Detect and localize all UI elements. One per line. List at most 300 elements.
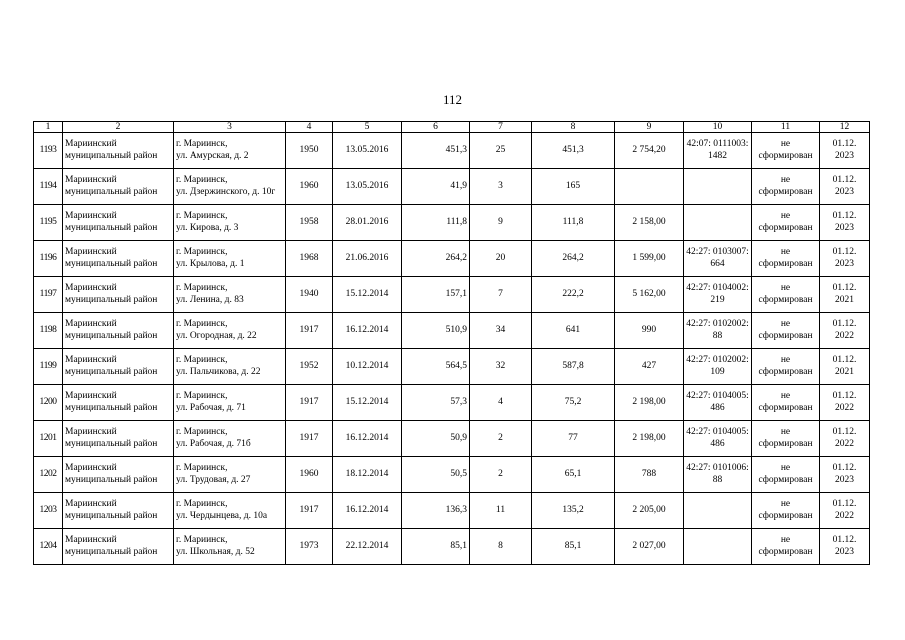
table-row: [34, 313, 870, 349]
row-number-cell: [34, 169, 63, 205]
cadastral-number-text: 42:27: 0104005:486: [686, 427, 749, 449]
address-text: г. Мариинск,: [176, 139, 228, 149]
count-cell: [470, 457, 532, 493]
area-text: 264,2: [445, 252, 467, 263]
district-text: Мариинский муниципальный район: [65, 175, 158, 197]
date-text: 13.05.2016: [345, 144, 389, 155]
status-cell: [752, 313, 820, 349]
column-number: 8: [532, 122, 615, 133]
date-cell: [333, 205, 402, 241]
status-cell: [752, 169, 820, 205]
address-text: ул. Рабочая, д. 71: [176, 402, 246, 413]
address-cell: [174, 169, 286, 205]
address-cell: [174, 133, 286, 169]
district-cell: [63, 529, 174, 565]
status-cell: [752, 277, 820, 313]
column-number: 6: [402, 122, 470, 133]
area-text: 564,5: [445, 360, 467, 371]
build-year-cell: [286, 493, 333, 529]
area-cell: [402, 529, 470, 565]
cost-cell: [615, 241, 684, 277]
address-cell: [174, 493, 286, 529]
cost-cell: [615, 205, 684, 241]
cadastral-number-cell: [684, 493, 752, 529]
address-text: ул. Трудовая, д. 27: [176, 474, 251, 485]
area-text: 85,1: [450, 540, 467, 551]
district-text: Мариинский муниципальный район: [65, 427, 158, 449]
build-year-text: 1960: [299, 468, 319, 479]
count-text: 20: [495, 252, 506, 263]
district-cell: [63, 493, 174, 529]
count-text: 8: [498, 540, 503, 551]
table-row: [34, 385, 870, 421]
address-text: г. Мариинск,: [176, 499, 228, 509]
total-area-text: 85,1: [564, 540, 582, 551]
district-cell: [63, 241, 174, 277]
cadastral-number-text: 42:27: 0104005:486: [686, 391, 749, 413]
total-area-text: 77: [568, 432, 578, 443]
table-row: [34, 421, 870, 457]
cadastral-number-cell: [684, 421, 752, 457]
total-area-cell: [532, 169, 615, 205]
total-area-text: 165: [565, 180, 581, 191]
status-text: не сформирован: [758, 535, 813, 557]
cost-cell: [615, 385, 684, 421]
row-number-cell: [34, 313, 63, 349]
row-number-text: 1197: [39, 288, 57, 299]
deadline-text: 01.12. 2021: [832, 283, 857, 305]
deadline-text: 01.12. 2023: [832, 247, 857, 269]
total-area-cell: [532, 241, 615, 277]
total-area-cell: [532, 277, 615, 313]
district-cell: [63, 133, 174, 169]
status-cell: [752, 421, 820, 457]
status-text: не сформирован: [758, 211, 813, 233]
total-area-cell: [532, 133, 615, 169]
status-text: не сформирован: [758, 391, 813, 413]
column-number: 3: [174, 122, 286, 133]
cadastral-number-text: 42:27: 0102002:109: [686, 355, 749, 377]
address-cell: [174, 385, 286, 421]
cost-text: 2 198,00: [632, 396, 666, 407]
area-text: 157,1: [445, 288, 467, 299]
row-number-text: 1201: [39, 432, 57, 443]
address-text: ул. Дзержинского, д. 10г: [176, 186, 276, 197]
cost-text: 2 754,20: [632, 144, 666, 155]
total-area-text: 65,1: [564, 468, 582, 479]
address-text: г. Мариинск,: [176, 535, 228, 545]
cadastral-number-text: 42:27: 0102002:88: [686, 319, 749, 341]
row-number-cell: [34, 349, 63, 385]
date-cell: [333, 349, 402, 385]
date-text: 15.12.2014: [345, 288, 389, 299]
district-cell: [63, 349, 174, 385]
address-text: ул. Чердынцева, д. 10а: [176, 510, 268, 521]
address-text: ул. Ленина, д. 83: [176, 294, 244, 305]
count-cell: [470, 493, 532, 529]
address-text: г. Мариинск,: [176, 211, 228, 221]
count-text: 11: [495, 504, 506, 515]
build-year-cell: [286, 529, 333, 565]
housing-registry-table: [33, 121, 870, 565]
address-text: ул. Амурская, д. 2: [176, 150, 249, 161]
status-text: не сформирован: [758, 175, 813, 197]
build-year-cell: [286, 313, 333, 349]
table-row: [34, 169, 870, 205]
date-text: 22.12.2014: [345, 540, 389, 551]
total-area-text: 135,2: [562, 504, 584, 515]
status-cell: [752, 457, 820, 493]
status-cell: [752, 529, 820, 565]
total-area-text: 75,2: [564, 396, 582, 407]
build-year-text: 1917: [299, 504, 319, 515]
district-text: Мариинский муниципальный район: [65, 283, 158, 305]
district-text: Мариинский муниципальный район: [65, 139, 158, 161]
address-text: г. Мариинск,: [176, 247, 228, 257]
count-cell: [470, 277, 532, 313]
count-text: 3: [498, 180, 503, 191]
district-text: Мариинский муниципальный район: [65, 319, 158, 341]
cost-text: 2 198,00: [632, 432, 666, 443]
total-area-cell: [532, 493, 615, 529]
build-year-cell: [286, 457, 333, 493]
count-cell: [470, 169, 532, 205]
build-year-text: 1917: [299, 324, 319, 335]
date-cell: [333, 313, 402, 349]
page-number: 112: [442, 92, 463, 107]
cost-text: 2 205,00: [632, 504, 666, 515]
status-cell: [752, 493, 820, 529]
district-text: Мариинский муниципальный район: [65, 499, 158, 521]
cadastral-number-cell: [684, 529, 752, 565]
cost-text: 990: [641, 324, 657, 335]
deadline-cell: [820, 349, 870, 385]
column-number: 5: [333, 122, 402, 133]
area-cell: [402, 133, 470, 169]
address-text: г. Мариинск,: [176, 175, 228, 185]
column-number: 12: [820, 122, 870, 133]
total-area-cell: [532, 313, 615, 349]
cost-text: 1 599,00: [632, 252, 666, 263]
cost-cell: [615, 457, 684, 493]
build-year-text: 1973: [299, 540, 319, 551]
build-year-cell: [286, 349, 333, 385]
cadastral-number-text: 42:27: 0103007:664: [686, 247, 749, 269]
date-cell: [333, 385, 402, 421]
address-text: ул. Кирова, д. 3: [176, 222, 239, 233]
address-text: ул. Огородная, д. 22: [176, 330, 257, 341]
deadline-cell: [820, 133, 870, 169]
area-text: 451,3: [445, 144, 467, 155]
date-text: 28.01.2016: [345, 216, 389, 227]
address-text: г. Мариинск,: [176, 355, 228, 365]
area-text: 50,5: [450, 468, 467, 479]
count-text: 2: [498, 432, 503, 443]
table-row: [34, 133, 870, 169]
date-cell: [333, 457, 402, 493]
address-cell: [174, 457, 286, 493]
total-area-cell: [532, 457, 615, 493]
row-number-text: 1193: [39, 144, 57, 155]
area-text: 50,9: [450, 432, 467, 443]
total-area-text: 587,8: [562, 360, 584, 371]
cost-cell: [615, 529, 684, 565]
build-year-cell: [286, 241, 333, 277]
row-number-cell: [34, 241, 63, 277]
cadastral-number-text: 42:27: 0104002:219: [686, 283, 749, 305]
column-number: 7: [470, 122, 532, 133]
cost-text: 427: [641, 360, 657, 371]
address-text: ул. Рабочая, д. 71б: [176, 438, 251, 449]
total-area-cell: [532, 385, 615, 421]
build-year-text: 1958: [299, 216, 319, 227]
column-number: 10: [684, 122, 752, 133]
cadastral-number-cell: [684, 205, 752, 241]
deadline-cell: [820, 529, 870, 565]
date-cell: [333, 493, 402, 529]
area-cell: [402, 421, 470, 457]
total-area-cell: [532, 349, 615, 385]
cost-cell: [615, 493, 684, 529]
total-area-text: 641: [565, 324, 581, 335]
row-number-cell: [34, 277, 63, 313]
cadastral-number-cell: [684, 241, 752, 277]
table-row: [34, 241, 870, 277]
address-cell: [174, 529, 286, 565]
build-year-text: 1960: [299, 180, 319, 191]
status-text: не сформирован: [758, 283, 813, 305]
build-year-text: 1940: [299, 288, 319, 299]
status-text: не сформирован: [758, 247, 813, 269]
cadastral-number-cell: [684, 457, 752, 493]
date-text: 10.12.2014: [345, 360, 389, 371]
district-cell: [63, 385, 174, 421]
date-cell: [333, 169, 402, 205]
deadline-text: 01.12. 2023: [832, 175, 857, 197]
row-number-text: 1199: [39, 360, 57, 371]
status-text: не сформирован: [758, 463, 813, 485]
deadline-cell: [820, 241, 870, 277]
deadline-text: 01.12. 2021: [832, 355, 857, 377]
cadastral-number-cell: [684, 133, 752, 169]
district-text: Мариинский муниципальный район: [65, 355, 158, 377]
deadline-cell: [820, 493, 870, 529]
total-area-cell: [532, 205, 615, 241]
table-body: [34, 122, 870, 565]
deadline-text: 01.12. 2023: [832, 463, 857, 485]
build-year-text: 1917: [299, 432, 319, 443]
row-number-cell: [34, 385, 63, 421]
count-cell: [470, 421, 532, 457]
total-area-cell: [532, 529, 615, 565]
cost-cell: [615, 133, 684, 169]
date-text: 18.12.2014: [345, 468, 389, 479]
table-row: [34, 493, 870, 529]
total-area-cell: [532, 421, 615, 457]
deadline-cell: [820, 457, 870, 493]
status-cell: [752, 349, 820, 385]
column-number: 4: [286, 122, 333, 133]
build-year-text: 1917: [299, 396, 319, 407]
row-number-cell: [34, 493, 63, 529]
status-text: не сформирован: [758, 499, 813, 521]
area-text: 111,8: [446, 216, 467, 227]
row-number-cell: [34, 421, 63, 457]
build-year-text: 1968: [299, 252, 319, 263]
table-row: [34, 529, 870, 565]
build-year-cell: [286, 169, 333, 205]
district-cell: [63, 421, 174, 457]
cost-cell: [615, 277, 684, 313]
table-row: [34, 457, 870, 493]
total-area-text: 222,2: [562, 288, 584, 299]
cadastral-number-text: 42:07: 0111003:1482: [686, 139, 749, 161]
row-number-text: 1194: [39, 180, 57, 191]
deadline-text: 01.12. 2022: [832, 499, 857, 521]
date-text: 15.12.2014: [345, 396, 389, 407]
deadline-text: 01.12. 2022: [832, 427, 857, 449]
row-number-text: 1195: [39, 216, 57, 227]
count-cell: [470, 205, 532, 241]
district-text: Мариинский муниципальный район: [65, 391, 158, 413]
area-cell: [402, 313, 470, 349]
address-cell: [174, 205, 286, 241]
column-number: 1: [34, 122, 63, 133]
row-number-cell: [34, 205, 63, 241]
deadline-cell: [820, 277, 870, 313]
build-year-text: 1950: [299, 144, 319, 155]
cost-text: 2 158,00: [632, 216, 666, 227]
address-text: г. Мариинск,: [176, 319, 228, 329]
table-row: [34, 349, 870, 385]
area-cell: [402, 277, 470, 313]
status-text: не сформирован: [758, 427, 813, 449]
row-number-text: 1202: [39, 468, 57, 479]
deadline-cell: [820, 385, 870, 421]
deadline-cell: [820, 205, 870, 241]
count-text: 32: [495, 360, 506, 371]
address-cell: [174, 277, 286, 313]
cost-text: 788: [641, 468, 657, 479]
build-year-cell: [286, 133, 333, 169]
column-number: 9: [615, 122, 684, 133]
status-text: не сформирован: [758, 139, 813, 161]
district-text: Мариинский муниципальный район: [65, 463, 158, 485]
address-text: г. Мариинск,: [176, 463, 228, 473]
build-year-cell: [286, 277, 333, 313]
build-year-text: 1952: [299, 360, 319, 371]
count-text: 2: [498, 468, 503, 479]
status-cell: [752, 385, 820, 421]
cadastral-number-cell: [684, 169, 752, 205]
cadastral-number-cell: [684, 385, 752, 421]
build-year-cell: [286, 205, 333, 241]
deadline-text: 01.12. 2022: [832, 391, 857, 413]
address-text: г. Мариинск,: [176, 391, 228, 401]
date-text: 21.06.2016: [345, 252, 389, 263]
row-number-cell: [34, 133, 63, 169]
column-number: 11: [752, 122, 820, 133]
date-cell: [333, 421, 402, 457]
date-text: 13.05.2016: [345, 180, 389, 191]
district-cell: [63, 277, 174, 313]
row-number-cell: [34, 529, 63, 565]
area-cell: [402, 241, 470, 277]
area-cell: [402, 457, 470, 493]
deadline-text: 01.12. 2023: [832, 139, 857, 161]
row-number-text: 1198: [39, 324, 57, 335]
status-cell: [752, 241, 820, 277]
row-number-text: 1196: [39, 252, 57, 263]
date-text: 16.12.2014: [345, 504, 389, 515]
status-text: не сформирован: [758, 319, 813, 341]
status-cell: [752, 133, 820, 169]
count-text: 34: [495, 324, 506, 335]
total-area-text: 451,3: [562, 144, 584, 155]
count-cell: [470, 313, 532, 349]
row-number-text: 1203: [39, 504, 57, 515]
address-text: ул. Пальчикова, д. 22: [176, 366, 261, 377]
district-text: Мариинский муниципальный район: [65, 247, 158, 269]
address-text: ул. Крылова, д. 1: [176, 258, 245, 269]
count-cell: [470, 133, 532, 169]
date-cell: [333, 241, 402, 277]
column-number: 2: [63, 122, 174, 133]
date-text: 16.12.2014: [345, 432, 389, 443]
deadline-cell: [820, 313, 870, 349]
count-text: 9: [498, 216, 503, 227]
cost-cell: [615, 349, 684, 385]
count-text: 25: [495, 144, 506, 155]
total-area-text: 111,8: [562, 216, 584, 227]
cadastral-number-text: 42:27: 0101006:88: [686, 463, 749, 485]
build-year-cell: [286, 421, 333, 457]
cost-cell: [615, 313, 684, 349]
column-number-row: [34, 122, 870, 133]
area-text: 57,3: [450, 396, 467, 407]
deadline-text: 01.12. 2023: [832, 211, 857, 233]
row-number-text: 1204: [39, 540, 57, 551]
date-cell: [333, 529, 402, 565]
cadastral-number-cell: [684, 313, 752, 349]
count-cell: [470, 241, 532, 277]
district-text: Мариинский муниципальный район: [65, 535, 158, 557]
row-number-text: 1200: [39, 396, 57, 407]
district-cell: [63, 169, 174, 205]
district-cell: [63, 205, 174, 241]
count-text: 4: [498, 396, 503, 407]
cost-cell: [615, 169, 684, 205]
deadline-cell: [820, 169, 870, 205]
cost-cell: [615, 421, 684, 457]
date-text: 16.12.2014: [345, 324, 389, 335]
area-text: 136,3: [445, 504, 467, 515]
build-year-cell: [286, 385, 333, 421]
address-cell: [174, 313, 286, 349]
total-area-text: 264,2: [562, 252, 584, 263]
date-cell: [333, 133, 402, 169]
deadline-cell: [820, 421, 870, 457]
date-cell: [333, 277, 402, 313]
count-cell: [470, 349, 532, 385]
deadline-text: 01.12. 2022: [832, 319, 857, 341]
cadastral-number-cell: [684, 277, 752, 313]
cost-text: 5 162,00: [632, 288, 666, 299]
count-cell: [470, 385, 532, 421]
address-text: ул. Школьная, д. 52: [176, 546, 255, 557]
cost-text: 2 027,00: [632, 540, 666, 551]
address-cell: [174, 421, 286, 457]
